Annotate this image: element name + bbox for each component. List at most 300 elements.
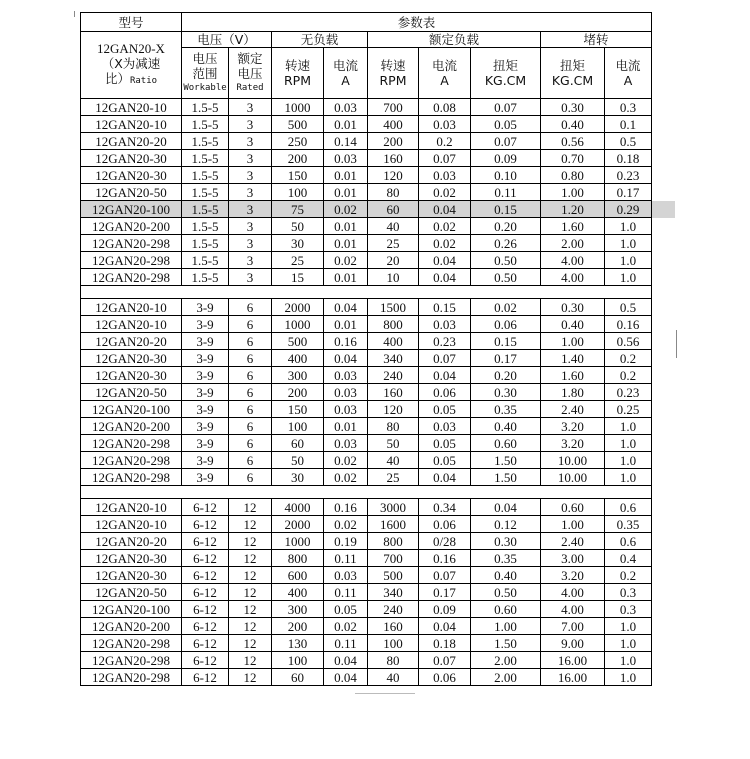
cell-rated-voltage: 3 [229,99,272,116]
cell-rated-torque: 0.30 [471,384,541,401]
group-separator-cell [81,286,652,299]
cell-stall-torque: 4.00 [541,601,605,618]
cell-rated-current: 0.02 [419,184,471,201]
cell-rated-current: 0.07 [419,567,471,584]
cell-stall-torque: 1.00 [541,516,605,533]
cell-workable-voltage: 6-12 [182,550,229,567]
cell-stall-torque: 0.56 [541,133,605,150]
cell-stall-torque: 0.30 [541,99,605,116]
table-row [81,435,652,452]
cell-rated-voltage: 12 [229,669,272,686]
cell-rated-speed: 120 [368,167,419,184]
cell-workable-voltage: 6-12 [182,516,229,533]
cell-rated-torque: 0.20 [471,218,541,235]
header-workable [182,48,229,99]
cell-stall-torque: 16.00 [541,652,605,669]
cell-rated-voltage: 6 [229,384,272,401]
cell-no-load-current: 0.11 [324,635,368,652]
cell-rated-voltage: 3 [229,252,272,269]
cell-no-load-speed: 50 [272,218,324,235]
cell-rated-voltage: 12 [229,635,272,652]
cell-no-load-current: 0.01 [324,167,368,184]
workable-line2: 范围 [192,65,218,81]
cell-rated-speed: 120 [368,401,419,418]
cell-model: 12GAN20-10 [81,316,182,333]
edge-mark-bottom [355,693,415,694]
cell-no-load-speed: 250 [272,133,324,150]
cell-no-load-current: 0.04 [324,669,368,686]
cell-rated-torque: 0.06 [471,316,541,333]
cell-stall-torque: 1.60 [541,218,605,235]
cell-no-load-current: 0.02 [324,252,368,269]
cell-model: 12GAN20-50 [81,184,182,201]
rl-current-cn: 电流 [431,58,457,73]
cell-no-load-speed: 1000 [272,533,324,550]
st-torque-cn: 扭矩 [559,58,585,73]
cell-no-load-speed: 4000 [272,499,324,516]
cell-stall-current: 0.2 [605,350,652,367]
cell-workable-voltage: 3-9 [182,435,229,452]
cell-rated-torque: 0.50 [471,252,541,269]
header-voltage-group: 电压（V） [182,32,272,48]
rl-speed-unit: RPM [379,73,407,88]
header-st-torque [541,48,605,99]
cell-no-load-current: 0.03 [324,367,368,384]
cell-model: 12GAN20-298 [81,452,182,469]
cell-stall-torque: 0.40 [541,116,605,133]
cell-no-load-current: 0.03 [324,401,368,418]
cell-workable-voltage: 6-12 [182,567,229,584]
cell-rated-current: 0.15 [419,299,471,316]
rated-line1: 额定 [237,50,263,66]
model-desc-line1: 12GAN20-X [97,41,165,56]
cell-rated-torque: 2.00 [471,652,541,669]
cell-model: 12GAN20-10 [81,499,182,516]
cell-rated-current: 0.05 [419,452,471,469]
st-torque-unit: KG.CM [551,73,594,88]
cell-no-load-speed: 2000 [272,299,324,316]
cell-no-load-current: 0.02 [324,452,368,469]
cell-no-load-current: 0.03 [324,150,368,167]
cell-model: 12GAN20-298 [81,252,182,269]
cell-workable-voltage: 1.5-5 [182,150,229,167]
cell-rated-current: 0.18 [419,635,471,652]
cell-model: 12GAN20-10 [81,99,182,116]
table-row [81,418,652,435]
table-row [81,150,652,167]
cell-rated-torque: 0.40 [471,418,541,435]
cell-workable-voltage: 6-12 [182,601,229,618]
cell-stall-current: 1.0 [605,252,652,269]
cell-rated-voltage: 12 [229,516,272,533]
table-row [81,516,652,533]
model-desc-line3-wrap [81,71,181,89]
cell-stall-torque: 0.40 [541,316,605,333]
cell-rated-current: 0.03 [419,167,471,184]
cell-stall-current: 0.29 [605,201,652,218]
cell-model: 12GAN20-298 [81,635,182,652]
cell-model: 12GAN20-200 [81,418,182,435]
cell-rated-speed: 200 [368,133,419,150]
cell-stall-current: 0.17 [605,184,652,201]
table-row [81,333,652,350]
cell-stall-torque: 1.00 [541,184,605,201]
cell-stall-torque: 3.20 [541,418,605,435]
cell-rated-current: 0.23 [419,333,471,350]
cell-rated-torque: 1.00 [471,618,541,635]
header-nl-current [324,48,368,99]
cell-no-load-speed: 130 [272,635,324,652]
cell-workable-voltage: 1.5-5 [182,201,229,218]
cell-workable-voltage: 1.5-5 [182,218,229,235]
cell-no-load-current: 0.01 [324,218,368,235]
cell-rated-current: 0.02 [419,235,471,252]
cell-no-load-speed: 200 [272,150,324,167]
cell-rated-voltage: 12 [229,533,272,550]
header-nl-speed [272,48,324,99]
cell-rated-voltage: 6 [229,401,272,418]
cell-rated-speed: 700 [368,99,419,116]
cell-no-load-speed: 600 [272,567,324,584]
cell-stall-torque: 2.00 [541,235,605,252]
cell-no-load-current: 0.02 [324,469,368,486]
cell-no-load-speed: 60 [272,669,324,686]
cell-no-load-current: 0.02 [324,516,368,533]
cell-rated-current: 0.05 [419,401,471,418]
cell-rated-torque: 0.26 [471,235,541,252]
header-params: 参数表 [182,13,652,32]
cell-rated-speed: 160 [368,618,419,635]
cell-stall-current: 0.56 [605,333,652,350]
cell-stall-current: 0.3 [605,584,652,601]
cell-no-load-current: 0.03 [324,435,368,452]
table-row [81,99,652,116]
cell-rated-voltage: 6 [229,452,272,469]
cell-model: 12GAN20-298 [81,652,182,669]
cell-model: 12GAN20-298 [81,235,182,252]
model-desc-line2: （X为减速 [101,56,161,71]
cell-rated-current: 0.04 [419,201,471,218]
cell-rated-current: 0.34 [419,499,471,516]
cell-workable-voltage: 1.5-5 [182,99,229,116]
header-rl-current [419,48,471,99]
cell-no-load-speed: 2000 [272,516,324,533]
table-row [81,669,652,686]
cell-rated-current: 0.06 [419,669,471,686]
workable-line1: 电压 [192,50,218,66]
cell-rated-voltage: 6 [229,418,272,435]
cell-workable-voltage: 3-9 [182,299,229,316]
cell-rated-voltage: 3 [229,235,272,252]
rl-current-unit: A [440,73,449,88]
cell-stall-current: 1.0 [605,235,652,252]
cell-rated-speed: 1600 [368,516,419,533]
cell-no-load-speed: 150 [272,401,324,418]
model-desc-ratio: Ratio [129,76,158,86]
cell-rated-speed: 40 [368,452,419,469]
header-rl-torque [471,48,541,99]
cell-rated-current: 0.06 [419,516,471,533]
cell-stall-torque: 1.00 [541,333,605,350]
cell-no-load-current: 0.04 [324,652,368,669]
cell-rated-current: 0.05 [419,435,471,452]
cell-stall-torque: 2.40 [541,401,605,418]
cell-rated-current: 0.02 [419,218,471,235]
cell-rated-voltage: 3 [229,218,272,235]
cell-rated-current: 0.03 [419,116,471,133]
cell-rated-speed: 40 [368,218,419,235]
cell-model: 12GAN20-100 [81,401,182,418]
cell-rated-torque: 0.60 [471,601,541,618]
nl-current-unit: A [341,73,350,88]
cell-no-load-current: 0.01 [324,235,368,252]
cell-workable-voltage: 3-9 [182,333,229,350]
cell-rated-voltage: 12 [229,567,272,584]
cell-rated-speed: 60 [368,201,419,218]
header-rated-load: 额定负载 [368,32,541,48]
group-separator-cell [81,486,652,499]
cell-no-load-current: 0.03 [324,99,368,116]
table-row [81,401,652,418]
cell-workable-voltage: 3-9 [182,401,229,418]
cell-rated-voltage: 6 [229,435,272,452]
cell-workable-voltage: 1.5-5 [182,116,229,133]
table-row [81,367,652,384]
cell-stall-current: 0.35 [605,516,652,533]
cell-rated-current: 0.08 [419,99,471,116]
header-no-load: 无负载 [272,32,368,48]
table-row [81,184,652,201]
cell-rated-speed: 240 [368,367,419,384]
cell-workable-voltage: 6-12 [182,499,229,516]
cell-no-load-speed: 30 [272,235,324,252]
cell-rated-speed: 80 [368,184,419,201]
cell-rated-voltage: 12 [229,601,272,618]
cell-rated-current: 0.04 [419,252,471,269]
cell-rated-torque: 0.11 [471,184,541,201]
rated-line2: 电压 [237,65,263,81]
cell-rated-current: 0.07 [419,350,471,367]
cell-stall-torque: 1.60 [541,367,605,384]
workable-en: Workable [183,82,227,93]
cell-stall-torque: 4.00 [541,584,605,601]
cell-rated-speed: 80 [368,418,419,435]
cell-no-load-speed: 15 [272,269,324,286]
cell-no-load-speed: 100 [272,652,324,669]
cell-rated-current: 0.17 [419,584,471,601]
cell-rated-current: 0.04 [419,367,471,384]
cell-no-load-current: 0.02 [324,618,368,635]
table-row [81,550,652,567]
cell-rated-voltage: 3 [229,150,272,167]
rl-torque-unit: KG.CM [484,73,527,88]
cell-model: 12GAN20-20 [81,533,182,550]
cell-rated-current: 0.07 [419,150,471,167]
table-row [81,218,652,235]
cell-rated-voltage: 3 [229,184,272,201]
cell-no-load-current: 0.16 [324,333,368,350]
cell-rated-speed: 20 [368,252,419,269]
cell-model: 12GAN20-30 [81,567,182,584]
cell-rated-torque: 0.50 [471,269,541,286]
cell-no-load-speed: 1000 [272,99,324,116]
cell-stall-torque: 7.00 [541,618,605,635]
cell-stall-current: 0.3 [605,601,652,618]
cell-rated-torque: 0.04 [471,499,541,516]
cell-rated-current: 0.06 [419,384,471,401]
cell-no-load-current: 0.04 [324,350,368,367]
cell-workable-voltage: 3-9 [182,452,229,469]
cell-model: 12GAN20-30 [81,167,182,184]
cell-workable-voltage: 6-12 [182,669,229,686]
cell-rated-voltage: 3 [229,133,272,150]
group-separator [81,286,652,299]
header-st-current [605,48,652,99]
cell-rated-speed: 400 [368,116,419,133]
cell-model: 12GAN20-20 [81,333,182,350]
table-row [81,252,652,269]
cell-rated-voltage: 6 [229,299,272,316]
cell-stall-current: 0.2 [605,367,652,384]
rl-speed-cn: 转速 [380,58,406,73]
cell-rated-speed: 40 [368,669,419,686]
cell-stall-torque: 2.40 [541,533,605,550]
cell-workable-voltage: 3-9 [182,316,229,333]
cell-stall-current: 0.6 [605,499,652,516]
cell-rated-speed: 400 [368,333,419,350]
cell-no-load-current: 0.05 [324,601,368,618]
cell-rated-current: 0.03 [419,418,471,435]
cell-rated-torque: 0.35 [471,550,541,567]
cell-rated-current: 0.03 [419,316,471,333]
cell-rated-voltage: 6 [229,367,272,384]
table-row [81,567,652,584]
cell-stall-current: 0.4 [605,550,652,567]
cell-rated-torque: 0.07 [471,133,541,150]
st-current-unit: A [623,73,633,88]
cell-stall-current: 1.0 [605,435,652,452]
cell-no-load-speed: 500 [272,116,324,133]
cell-no-load-speed: 500 [272,333,324,350]
cell-rated-current: 0.04 [419,269,471,286]
cell-workable-voltage: 6-12 [182,635,229,652]
table-row [81,350,652,367]
table-row [81,269,652,286]
cell-model: 12GAN20-10 [81,516,182,533]
cell-no-load-speed: 200 [272,618,324,635]
cell-rated-voltage: 12 [229,618,272,635]
cell-model: 12GAN20-298 [81,669,182,686]
cell-no-load-speed: 100 [272,184,324,201]
cell-no-load-current: 0.01 [324,269,368,286]
cell-stall-torque: 9.00 [541,635,605,652]
cell-stall-torque: 0.60 [541,499,605,516]
table-row [81,201,652,218]
cell-rated-current: 0.09 [419,601,471,618]
table-row [81,499,652,516]
cell-no-load-current: 0.02 [324,201,368,218]
cell-stall-current: 1.0 [605,669,652,686]
table-row [81,235,652,252]
header-rated [229,48,272,99]
cell-no-load-current: 0.01 [324,116,368,133]
cell-rated-torque: 2.00 [471,669,541,686]
cell-workable-voltage: 1.5-5 [182,252,229,269]
cell-model: 12GAN20-200 [81,618,182,635]
cell-rated-speed: 500 [368,567,419,584]
cell-no-load-current: 0.03 [324,384,368,401]
cell-rated-torque: 0.12 [471,516,541,533]
cell-stall-torque: 3.20 [541,435,605,452]
spec-table-body [81,99,652,686]
cell-stall-torque: 10.00 [541,469,605,486]
cell-rated-torque: 1.50 [471,635,541,652]
cell-model: 12GAN20-298 [81,269,182,286]
cell-model: 12GAN20-30 [81,150,182,167]
cell-rated-speed: 10 [368,269,419,286]
cell-rated-torque: 0.35 [471,401,541,418]
cell-stall-current: 0.25 [605,401,652,418]
cell-rated-torque: 0.20 [471,367,541,384]
table-row [81,635,652,652]
edge-mark-top [74,11,75,17]
cell-rated-voltage: 6 [229,469,272,486]
cell-workable-voltage: 6-12 [182,652,229,669]
cell-stall-current: 1.0 [605,218,652,235]
cell-model: 12GAN20-100 [81,201,182,218]
cell-stall-current: 0.23 [605,384,652,401]
table-row [81,533,652,550]
cell-rated-torque: 0.60 [471,435,541,452]
cell-stall-torque: 0.70 [541,150,605,167]
cell-model: 12GAN20-100 [81,601,182,618]
table-row [81,384,652,401]
cell-rated-voltage: 12 [229,584,272,601]
cell-no-load-speed: 200 [272,384,324,401]
table-row [81,652,652,669]
cell-rated-torque: 0.40 [471,567,541,584]
cell-no-load-speed: 100 [272,418,324,435]
header-stall: 堵转 [541,32,652,48]
cell-no-load-current: 0.11 [324,584,368,601]
cell-rated-voltage: 3 [229,269,272,286]
table-row [81,116,652,133]
nl-speed-unit: RPM [283,73,311,88]
cell-no-load-current: 0.01 [324,418,368,435]
cell-stall-current: 1.0 [605,269,652,286]
cell-rated-current: 0.2 [419,133,471,150]
cell-workable-voltage: 3-9 [182,367,229,384]
table-row [81,469,652,486]
cell-rated-speed: 160 [368,384,419,401]
cell-no-load-speed: 300 [272,367,324,384]
cell-rated-torque: 1.50 [471,469,541,486]
cell-stall-torque: 4.00 [541,269,605,286]
table-row [81,167,652,184]
model-desc-line3: 比） [104,71,130,86]
cell-model: 12GAN20-298 [81,469,182,486]
table-row [81,133,652,150]
cell-workable-voltage: 6-12 [182,584,229,601]
cell-rated-speed: 100 [368,635,419,652]
cell-stall-current: 0.1 [605,116,652,133]
header-model-desc [81,32,182,99]
cell-rated-speed: 25 [368,469,419,486]
cell-no-load-current: 0.16 [324,499,368,516]
cell-no-load-current: 0.19 [324,533,368,550]
cell-stall-torque: 16.00 [541,669,605,686]
cell-rated-voltage: 3 [229,167,272,184]
